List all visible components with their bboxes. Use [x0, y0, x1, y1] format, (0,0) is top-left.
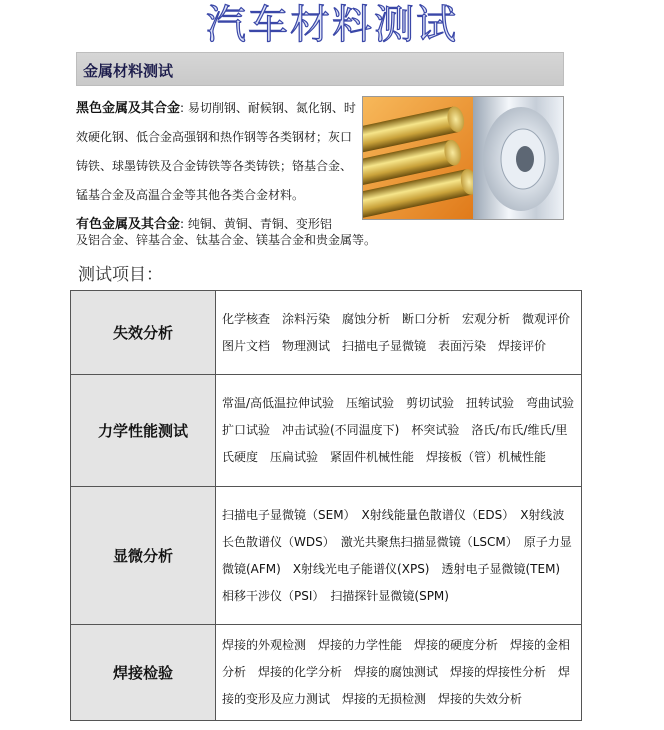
items-cell: 扫描电子显微镜（SEM） X射线能量色散谱仪（EDS） X射线波长色散谱仪（WDS） 激光共聚焦扫描显微镜（LSCM） 原子力显微镜(AFM) X射线光电子能谱仪(XPS) 透射电子显微镜(TEM) 相移干涉仪（PSI） 扫描探针显微镜(SPM) [216, 487, 582, 625]
ferrous-label: 黑色金属及其合金 [76, 101, 181, 116]
ferrous-text: : 易切削钢、耐候钢、氮化钢、时效硬化钢、低合金高强钢和热作钢等各类钢材；灰口铸铁、球墨铸铁及合金铸铁等各类铸铁；铬基合金、锰基合金及高温合金等其他各类合金材料。 [76, 101, 356, 202]
category-cell: 焊接检验 [71, 625, 216, 721]
section-header [76, 52, 564, 86]
table-row [71, 625, 582, 721]
category-cell: 力学性能测试 [71, 375, 216, 487]
category-cell: 显微分析 [71, 487, 216, 625]
table-row [71, 375, 582, 487]
metal-materials-image [362, 96, 564, 220]
nonferrous-label: 有色金属及其合金 [76, 217, 181, 232]
intro-text [76, 94, 356, 239]
tests-heading: 测试项目： [78, 265, 163, 285]
items-cell: 焊接的外观检测 焊接的力学性能 焊接的硬度分析 焊接的金相分析 焊接的化学分析 焊接的腐蚀测试 焊接的焊接性分析 焊接的变形及应力测试 焊接的无损检测 焊接的失效分析 [216, 625, 582, 721]
items-cell: 常温/高低温拉伸试验 压缩试验 剪切试验 扭转试验 弯曲试验 扩口试验 冲击试验(不同温度下) 杯突试验 洛氏/布氏/维氏/里氏硬度 压扁试验 紧固件机械性能 焊接板（管）机械性能 [216, 375, 582, 487]
nonferrous-text: : 纯铜、黄铜、青铜、变形铝 [180, 217, 332, 231]
category-cell: 失效分析 [71, 291, 216, 375]
test-items-table [70, 290, 587, 721]
nonferrous-tail: 及铝合金、锌基合金、钛基合金、镁基合金和贵金属等。 [76, 233, 377, 247]
section-title: 金属材料测试 [83, 62, 174, 80]
metal-bars-and-foil-icon [363, 97, 563, 219]
ferrous-paragraph [76, 94, 356, 210]
items-cell: 化学核查 涂料污染 腐蚀分析 断口分析 宏观分析 微观评价 图片文档 物理测试 扫描电子显微镜 表面污染 焊接评价 [216, 291, 582, 375]
table-row [71, 487, 582, 625]
table-row [71, 291, 582, 375]
page-title: 汽车材料测试 [206, 2, 458, 48]
